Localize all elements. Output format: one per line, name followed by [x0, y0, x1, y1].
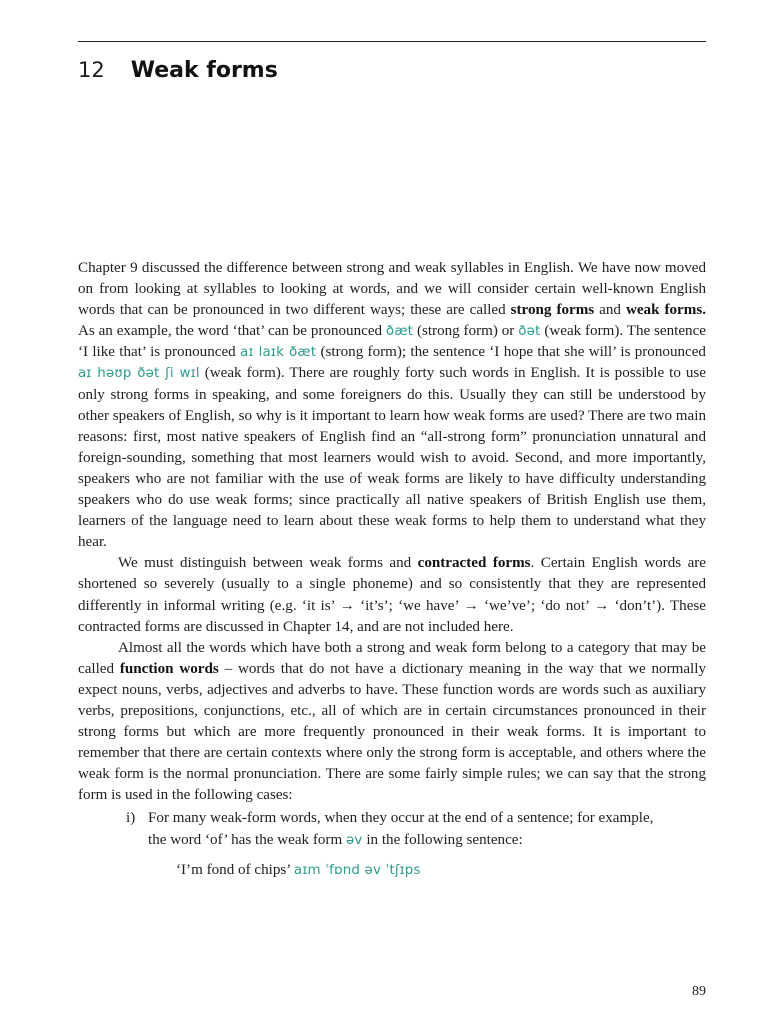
- text-run: As an example, the word ‘that’ can be pronounced: [78, 323, 386, 340]
- text-run: We must distinguish between weak forms and: [118, 555, 418, 572]
- text-run: – words that do not have a dictionary meaning in the way that we normally expect nouns, verbs, adjectives and adverbs to have. These function words are words such as auxiliary verbs, prepositions, conjunctions, etc., all of which are in certain circumstances pronounced in their strong forms but which are more frequently pronounced in their weak forms. It is important to remember that there are certain contexts where only the strong form is acceptable, and others where the weak form is the normal pronunciation. There are some fairly simple rules; we can say that the strong form is used in the following cases:: [78, 660, 706, 804]
- header-rule: [78, 41, 706, 42]
- term-contracted-forms: contracted forms: [417, 555, 531, 572]
- text-run: and: [594, 302, 626, 319]
- paragraph-intro: [78, 258, 706, 553]
- list-marker: i): [126, 810, 136, 827]
- ipa-transcription: aɪ həʊp ðət ʃi wɪl: [78, 366, 200, 382]
- paragraph-contracted-forms: [78, 553, 706, 637]
- list-item: [78, 808, 706, 850]
- example-sentence: [78, 860, 706, 881]
- chapter-number: 12: [78, 58, 105, 82]
- list-item-text: [148, 808, 706, 850]
- ipa-transcription: əv: [345, 832, 363, 848]
- chapter-heading: [78, 58, 278, 83]
- text-run: Almost all the words which have both a strong and weak form belong to a category that may be called: [78, 639, 706, 677]
- ipa-transcription: ðət: [518, 324, 541, 340]
- ipa-transcription: aɪ laɪk ðæt: [240, 345, 317, 361]
- text-run: (weak form). There are roughly forty such words in English. It is possible to use only strong forms in speaking, and some foreigners do this. Usually they can still be understood by other speakers of English, so why is it important to learn how weak forms are used? There are two main reasons: first, most native speakers of English find an “all-strong form” pronunciation unnatural and foreign-sounding, something that most learners would wish to avoid. Second, and more importantly, speakers who are not familiar with the use of weak forms are likely to have difficulty understanding speakers who do use weak forms; since practically all native speakers of British English use them, learners of the language need to learn about these weak forms to help them to understand what they hear.: [78, 365, 706, 551]
- text-run: in the following sentence:: [362, 831, 523, 848]
- chapter-body: [78, 258, 706, 881]
- paragraph-function-words: [78, 638, 706, 807]
- text-run: (strong form) or: [413, 323, 519, 340]
- term-weak-forms: weak forms.: [625, 302, 706, 319]
- term-function-words: function words: [119, 660, 219, 677]
- text-run: (strong form); the sentence ‘I hope that she will’ is pronounced: [316, 344, 706, 361]
- example-text: ‘I’m fond of chips’: [176, 861, 294, 878]
- page-number: 89: [692, 984, 706, 999]
- ipa-transcription: ðæt: [385, 324, 414, 340]
- text-run: Chapter 9 discussed the difference between strong and weak syllables in English. We have now moved on from looking at syllables to looking at words, and we will consider certain well-known English words that can be pronounced in two different ways; these are called: [78, 260, 706, 319]
- chapter-title: Weak forms: [130, 58, 278, 83]
- term-strong-forms: strong forms: [510, 302, 595, 319]
- text-run: For many weak-form words, when they occur at the end of a sentence; for example, the word ‘of’ has the weak form: [148, 810, 654, 848]
- ipa-transcription: aɪm ˈfɒnd əv ˈtʃɪps: [293, 862, 421, 878]
- text-run: . Certain English words are shortened so severely (usually to a single phoneme) and so consistently that they are represented differently in informal writing (e.g. ‘it is’ → ‘it’s’; ‘we have’ → ‘we’ve’; ‘do not’ → ‘don’t’). These contracted forms are discussed in Chapter 14, and are not included here.: [78, 555, 706, 635]
- text-run: (weak form). The sentence ‘I like that’ is pronounced: [78, 323, 706, 361]
